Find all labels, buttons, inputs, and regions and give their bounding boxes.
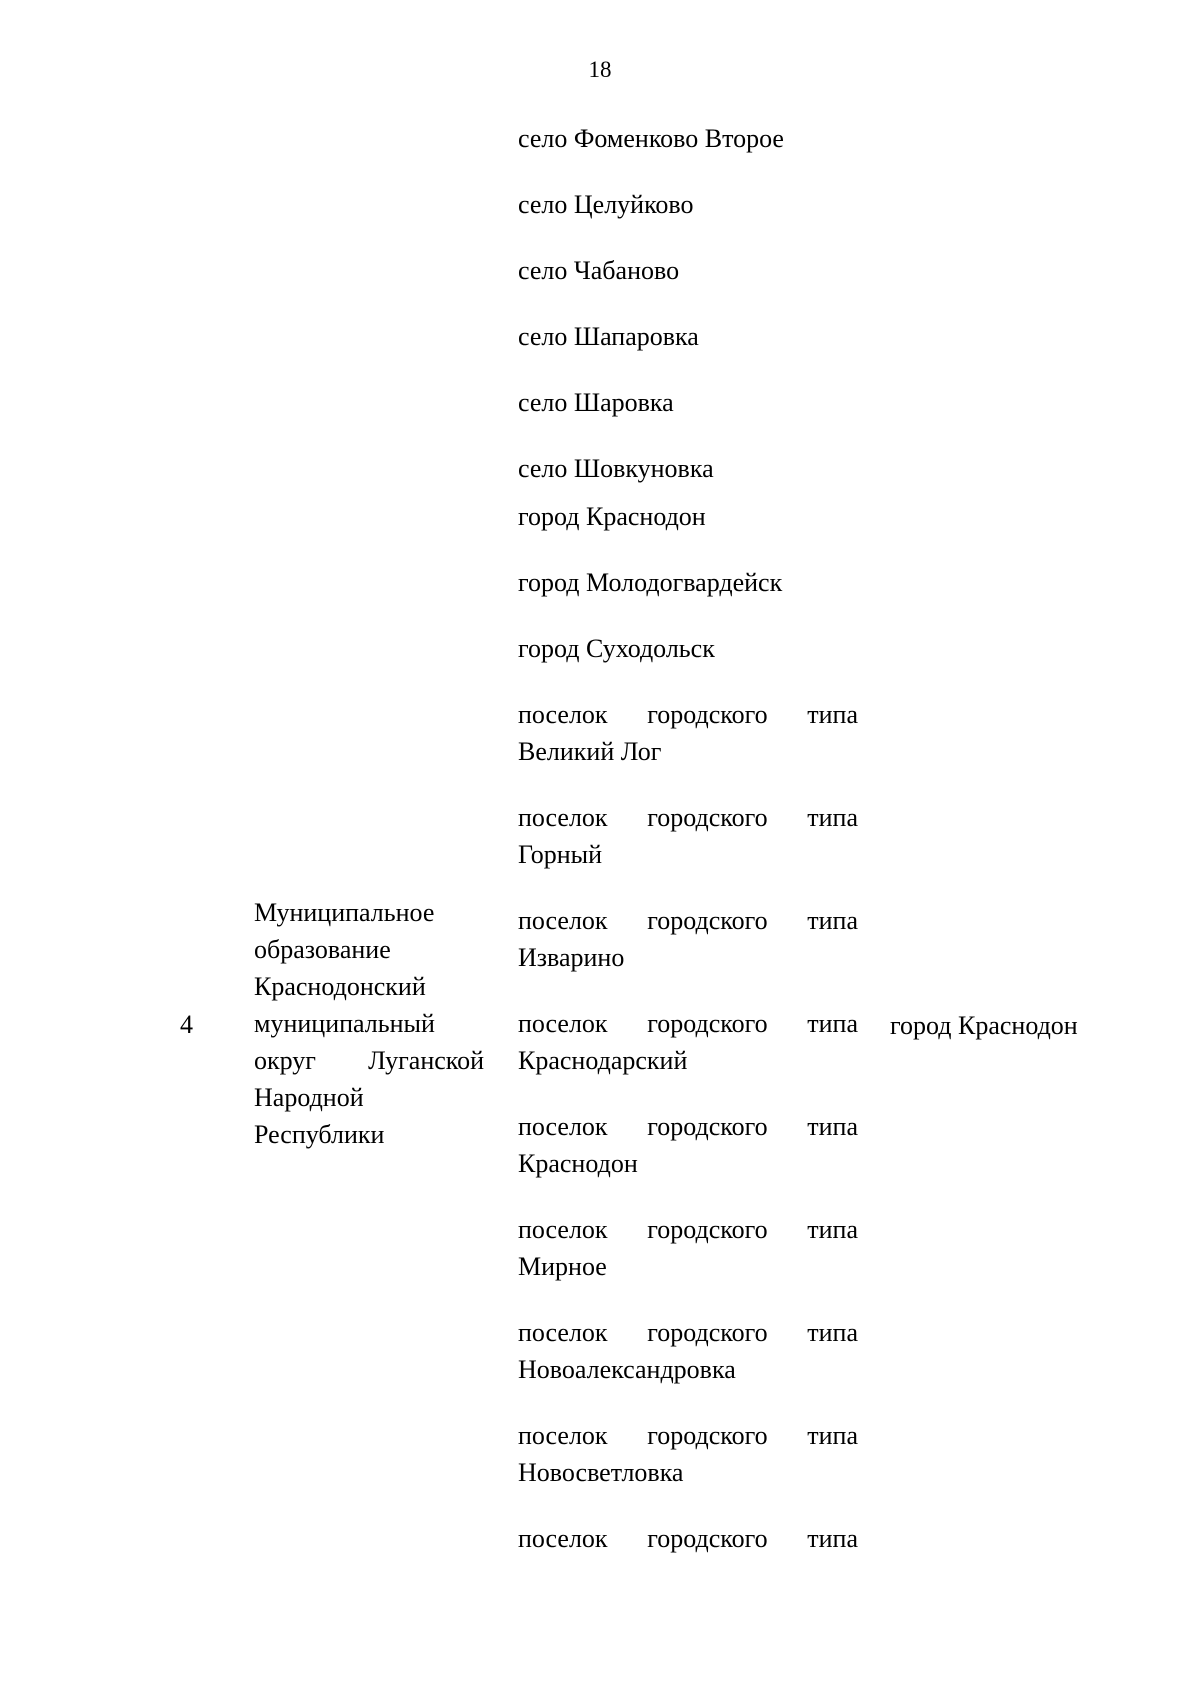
settlement-type-word: типа	[807, 1112, 858, 1141]
municipality-line: Республики	[254, 1120, 385, 1149]
settlement-text: город Суходольск	[518, 634, 715, 663]
settlement-type-word: поселок	[518, 700, 608, 729]
settlement-item	[518, 564, 858, 601]
settlement-type-word: городского	[647, 1421, 768, 1450]
settlement-type-word: типа	[807, 700, 858, 729]
page-number: 18	[588, 57, 612, 82]
settlement-type-word: типа	[807, 1215, 858, 1244]
settlement-type-word: городского	[647, 1318, 768, 1347]
settlement-text: село Шаровка	[518, 388, 674, 417]
settlement-type-word: городского	[647, 700, 768, 729]
settlement-type-word: городского	[647, 1112, 768, 1141]
settlement-item	[518, 120, 858, 157]
settlement-type-word: поселок	[518, 1318, 608, 1347]
settlement-item	[518, 186, 858, 223]
settlement-type-word: типа	[807, 1318, 858, 1347]
municipality-line: Народной	[254, 1083, 364, 1112]
settlement-type-word: поселок	[518, 1009, 608, 1038]
settlement-type-word: поселок	[518, 803, 608, 832]
municipality-name	[254, 894, 484, 1153]
settlement-type-word: типа	[807, 1421, 858, 1450]
municipality-word: Луганской	[368, 1046, 484, 1075]
settlement-text: село Чабаново	[518, 256, 680, 285]
settlement-name: Краснодарский	[518, 1046, 688, 1075]
settlement-name: Мирное	[518, 1252, 607, 1281]
settlement-type-word: типа	[807, 1524, 858, 1553]
settlement-text: город Краснодон	[518, 502, 706, 531]
settlement-item	[518, 1314, 858, 1388]
settlement-name: Новосветловка	[518, 1458, 684, 1487]
settlement-text: село Шовкуновка	[518, 454, 714, 483]
settlement-item	[518, 1108, 858, 1182]
settlement-name: Новоалександровка	[518, 1355, 736, 1384]
settlement-type-word: типа	[807, 803, 858, 832]
settlement-type-word: типа	[807, 1009, 858, 1038]
administrative-center: город Краснодон	[890, 1011, 1078, 1040]
settlement-type-word: городского	[647, 803, 768, 832]
settlement-type-word: поселок	[518, 1112, 608, 1141]
settlement-text: город Молодогвардейск	[518, 568, 783, 597]
municipality-line: Краснодонский	[254, 972, 426, 1001]
municipality-line: образование	[254, 935, 391, 964]
settlement-text: село Фоменково Второе	[518, 124, 784, 153]
settlement-type-word: городского	[647, 906, 768, 935]
settlement-type-word: поселок	[518, 906, 608, 935]
settlement-item	[518, 1211, 858, 1285]
settlement-text: село Шапаровка	[518, 322, 699, 351]
settlement-type-word: поселок	[518, 1421, 608, 1450]
settlement-item	[518, 498, 858, 535]
settlement-item	[518, 1520, 858, 1557]
settlement-type-word: городского	[647, 1215, 768, 1244]
settlement-item	[518, 696, 858, 770]
settlement-type-word: городского	[647, 1524, 768, 1553]
row-number: 4	[180, 1010, 193, 1039]
municipality-word: округ	[254, 1046, 316, 1075]
settlement-item	[518, 318, 858, 355]
settlement-item	[518, 1005, 858, 1079]
settlement-name: Краснодон	[518, 1149, 638, 1178]
settlement-item	[518, 450, 858, 487]
settlement-name: Изварино	[518, 943, 625, 972]
settlement-item	[518, 252, 858, 289]
settlement-item	[518, 630, 858, 667]
settlement-item	[518, 1417, 858, 1491]
settlement-text: село Целуйково	[518, 190, 694, 219]
settlement-name: Горный	[518, 840, 603, 869]
settlement-type-word: поселок	[518, 1524, 608, 1553]
settlement-type-word: городского	[647, 1009, 768, 1038]
settlement-item	[518, 799, 858, 873]
settlement-item	[518, 384, 858, 421]
settlement-name: Великий Лог	[518, 737, 662, 766]
municipality-line: Муниципальное	[254, 898, 435, 927]
municipality-line: муниципальный	[254, 1009, 435, 1038]
settlement-type-word: типа	[807, 906, 858, 935]
settlement-item	[518, 902, 858, 976]
municipality-line	[254, 1042, 484, 1079]
settlement-type-word: поселок	[518, 1215, 608, 1244]
